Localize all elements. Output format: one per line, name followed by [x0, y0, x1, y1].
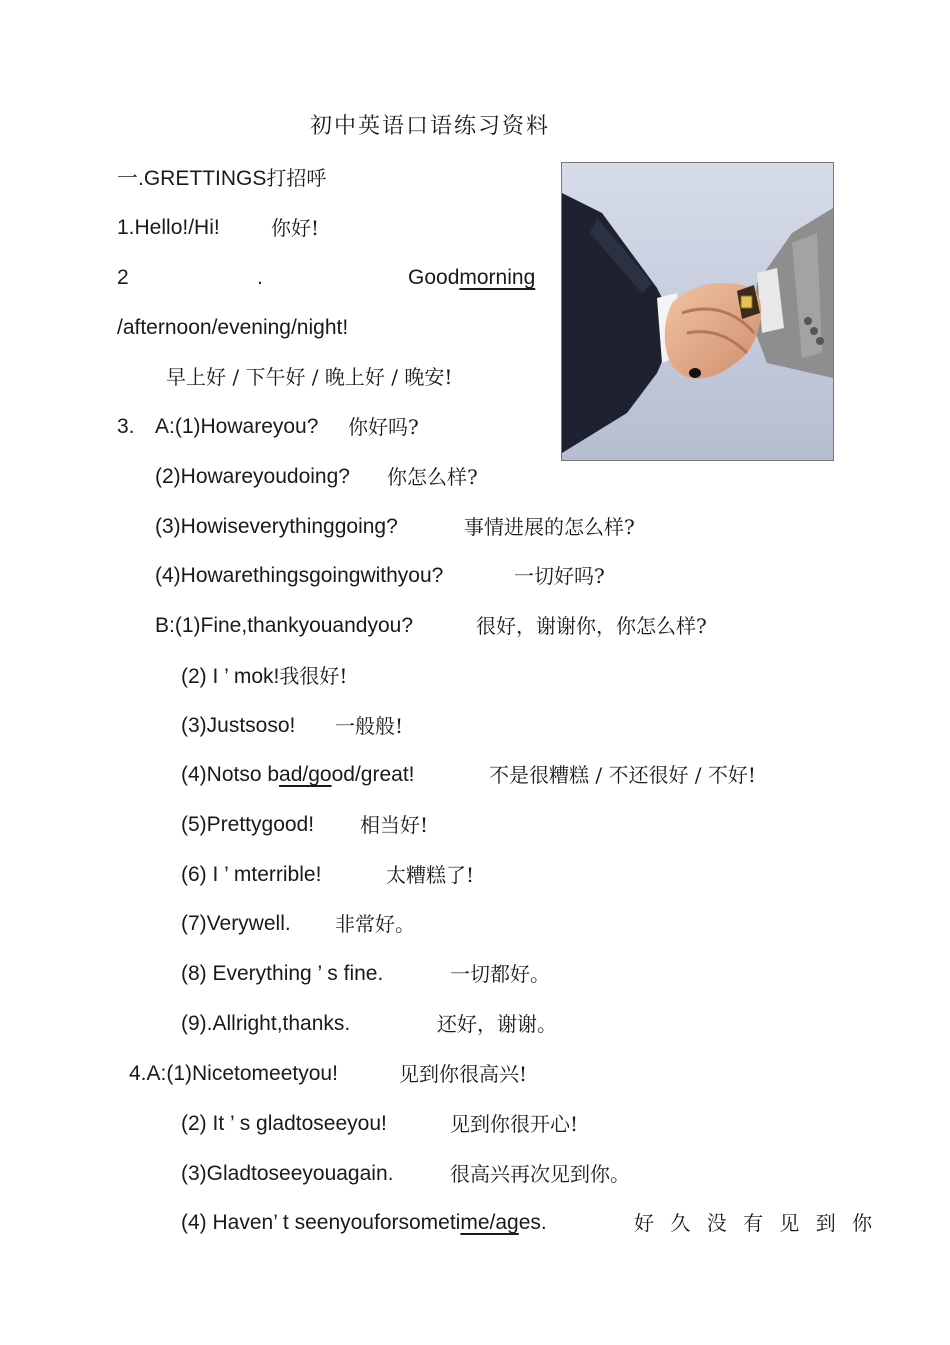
section-heading	[117, 165, 326, 192]
b4-underlined: ad/go	[279, 763, 332, 786]
b3-cn: 一般般!	[335, 714, 404, 738]
page-title: 初中英语口语练习资料	[310, 114, 551, 139]
line-2b-en: /afternoon/evening/night!	[117, 316, 349, 339]
a2-cn: 你怎么样?	[387, 465, 478, 489]
c4-cn: 好 久 没 有 见 到 你	[634, 1211, 878, 1235]
c2-cn: 见到你很开心!	[450, 1112, 579, 1136]
b4-pre: (4)Notso b	[181, 763, 280, 786]
a2-en: (2)Howareyoudoing?	[155, 465, 350, 488]
b4-cn: 不是很糟糕 / 不还很好 / 不好!	[489, 763, 756, 787]
c3-cn: 很高兴再次见到你。	[450, 1162, 630, 1186]
line-2-good-morning	[408, 265, 535, 291]
b5-en: (5)Prettygood!	[181, 813, 315, 836]
b7-cn: 非常好。	[335, 912, 415, 936]
c3-en: (3)Gladtoseeyouagain.	[181, 1162, 394, 1185]
c1-cn: 见到你很高兴!	[399, 1062, 528, 1086]
b8-cn: 一切都好。	[450, 962, 550, 986]
c4-post: es.	[518, 1211, 547, 1234]
c4-en	[181, 1210, 547, 1236]
b8-en: (8) Everything ’ s fine.	[181, 962, 384, 985]
section-heading-en: 一.GRETTINGS	[117, 167, 267, 190]
c2-en: (2) It ’ s gladtoseeyou!	[181, 1112, 387, 1135]
line-2-num: 2	[117, 266, 129, 289]
b1-en: B:(1)Fine,thankyouandyou?	[155, 614, 413, 637]
handshake-photo	[561, 162, 834, 461]
b7-en: (7)Verywell.	[181, 912, 291, 935]
b6-cn: 太糟糕了!	[386, 863, 475, 887]
line-3-num: 3.	[117, 415, 135, 438]
a4-en: (4)Howarethingsgoingwithyou?	[155, 564, 444, 587]
section-heading-cn: 打招呼	[266, 166, 327, 190]
b4-en	[181, 762, 415, 788]
c4-underlined: me/ag	[460, 1211, 519, 1234]
a3-cn: 事情进展的怎么样?	[464, 515, 635, 539]
a4-cn: 一切好吗?	[514, 564, 605, 588]
b5-cn: 相当好!	[360, 813, 429, 837]
line-3-cn: 你好吗?	[348, 415, 419, 439]
b1-cn: 很好，谢谢你，你怎么样?	[476, 614, 707, 638]
line-3-en: A:(1)Howareyou?	[155, 415, 319, 438]
c1-en: 4.A:(1)Nicetomeetyou!	[129, 1062, 338, 1085]
b3-en: (3)Justsoso!	[181, 714, 296, 737]
b4-post: od/great!	[331, 763, 415, 786]
b2-en: (2) I ’ mok!	[181, 665, 280, 688]
b9-cn: 还好，谢谢。	[437, 1012, 557, 1036]
b2-cn: 我很好!	[279, 664, 348, 688]
b2-line	[181, 663, 347, 690]
line-1-en: 1.Hello!/Hi!	[117, 216, 220, 239]
line-1-cn: 你好!	[271, 216, 320, 240]
a3-en: (3)Howiseverythinggoing?	[155, 515, 398, 538]
handshake-icon	[562, 163, 833, 460]
b6-en: (6) I ’ mterrible!	[181, 863, 322, 886]
line-2-dot: .	[257, 266, 263, 289]
morning-word: morning	[459, 266, 536, 289]
c4-pre: (4) Haven’ t seenyouforsometi	[181, 1211, 461, 1234]
line-2c-cn: 早上好 / 下午好 / 晚上好 / 晚安!	[166, 365, 453, 389]
good-word: Good	[408, 266, 460, 289]
b9-en: (9).Allright,thanks.	[181, 1012, 351, 1035]
